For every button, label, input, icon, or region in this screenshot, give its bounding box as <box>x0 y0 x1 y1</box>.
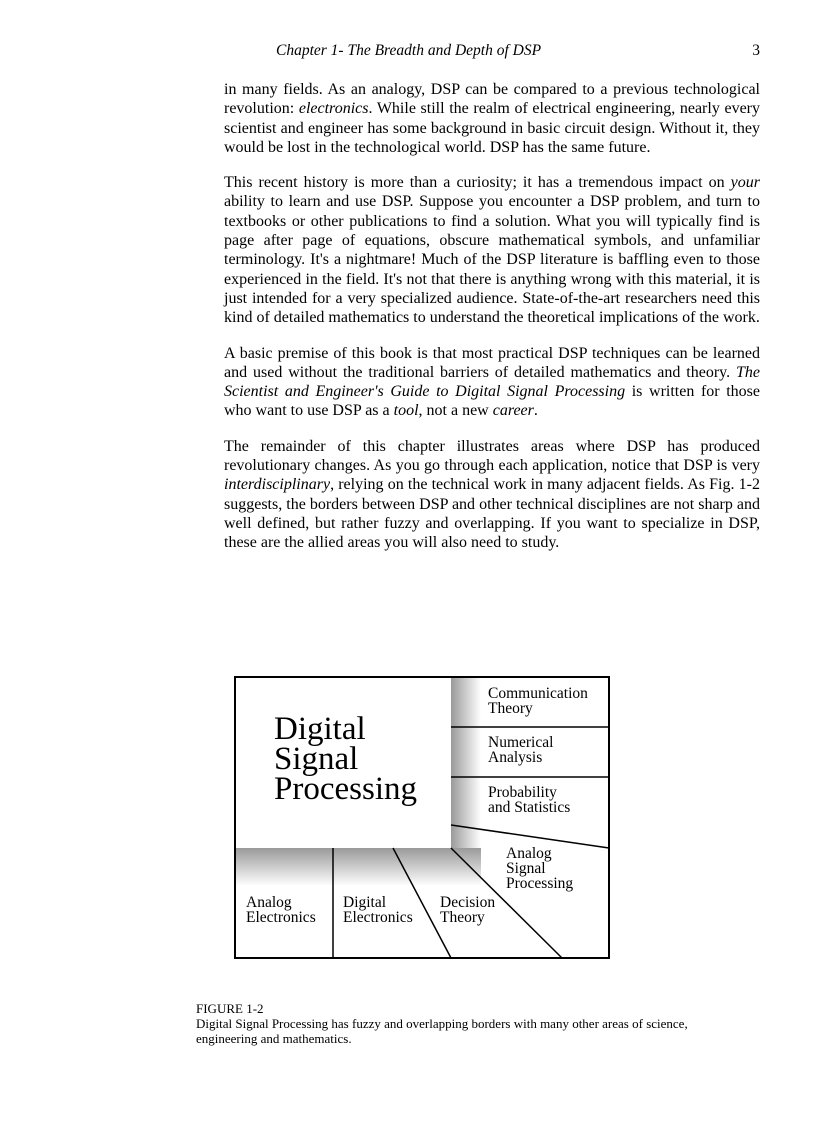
text-run: The remainder of this chapter illustrates areas where DSP has produced revolutionary changes. As you go through each application, notice that DSP is very <box>224 437 760 475</box>
text-run: A basic premise of this book is that most practical DSP techniques can be learned and used without the traditional barriers of detailed mathematics and theory. <box>224 344 760 381</box>
label-line: Processing <box>506 875 574 892</box>
text-run: , not a new <box>418 402 493 420</box>
label-line: Digital <box>343 894 387 911</box>
fuzzy-border-vertical <box>451 676 481 848</box>
chapter-title: Chapter 1- The Breadth and Depth of DSP <box>276 42 542 59</box>
label-line: Signal <box>506 860 546 877</box>
fuzzy-border-horizontal <box>234 848 481 886</box>
digital-electronics-label <box>343 895 413 925</box>
probability-statistics-label <box>488 785 570 815</box>
dsp-label-line: Signal <box>274 741 359 777</box>
label-line: Analysis <box>488 749 543 766</box>
label-line: Analog <box>246 894 292 911</box>
numerical-analysis-label <box>488 735 553 765</box>
communication-theory-label <box>488 686 588 716</box>
text-run: . <box>533 402 538 420</box>
figure-1-2 <box>234 676 610 959</box>
label-line: Theory <box>488 700 533 717</box>
body-text <box>224 80 760 569</box>
text-run: ability to learn and use DSP. Suppose you encounter a DSP problem, and turn to textbooks or other publications to find a solution. What you will typically find is page after page of equations, obscure mathematical symbols, and unfamiliar terminology. It's a nightmare! Much of the DSP literature is baffling even to those experienced in the field. It's not that there is anything wrong with this material, it is just intended for a very specialized audience. State-of-the-art researchers need this kind of detailed mathematics to understand the theoretical implications of the work. <box>224 193 760 327</box>
label-line: Decision <box>440 894 496 911</box>
italic-run: interdisciplinary <box>224 476 331 494</box>
text-run: is written for those who want to use DSP as a <box>224 383 760 420</box>
italic-run: electronics <box>298 100 369 118</box>
text-run: This recent history is more than a curiosity; it has a tremendous impact on <box>224 174 731 192</box>
italic-run: your <box>730 174 760 192</box>
dsp-label <box>274 711 417 807</box>
label-line: Theory <box>440 909 485 926</box>
figure-caption <box>196 1001 716 1046</box>
italic-run: tool <box>393 402 419 420</box>
decision-theory-label <box>440 895 495 925</box>
label-line: Communication <box>488 685 588 702</box>
paragraph <box>224 344 760 421</box>
italic-run: career <box>492 402 534 420</box>
page-header <box>224 42 760 64</box>
paragraph <box>224 80 760 157</box>
label-line: Electronics <box>246 909 316 926</box>
analog-signal-processing-label <box>506 846 573 891</box>
text-run: . While still the realm of electrical engineering, nearly every scientist and engineer has some background in basic circuit design. Without it, they would be lost in the technological world. DSP has the same future. <box>224 100 760 156</box>
dsp-label-line: Digital <box>274 711 366 747</box>
paragraph <box>224 173 760 327</box>
italic-run: The Scientist and Engineer's Guide to Digital Signal Processing <box>224 363 760 401</box>
text-run: in many fields. As an analogy, DSP can be compared to a previous technological revolution: <box>224 81 760 118</box>
caption-label: FIGURE 1-2 <box>196 1001 264 1016</box>
paragraph <box>224 437 760 553</box>
page-number: 3 <box>752 42 760 59</box>
analog-electronics-label <box>246 895 316 925</box>
label-line: Probability <box>488 784 557 801</box>
label-line: Analog <box>506 845 552 862</box>
label-line: Numerical <box>488 734 554 751</box>
dsp-label-line: Processing <box>274 771 417 807</box>
label-line: Electronics <box>343 909 413 926</box>
text-run: , relying on the technical work in many adjacent fields. As Fig. 1-2 suggests, the borders between DSP and other technical disciplines are not sharp and well defined, but rather fuzzy and overlapping. If you want to specialize in DSP, these are the allied areas you will also need to study. <box>224 476 760 552</box>
label-line: and Statistics <box>488 799 571 816</box>
caption-text: Digital Signal Processing has fuzzy and overlapping borders with many other areas of science, engineering and mathematics. <box>196 1016 688 1046</box>
